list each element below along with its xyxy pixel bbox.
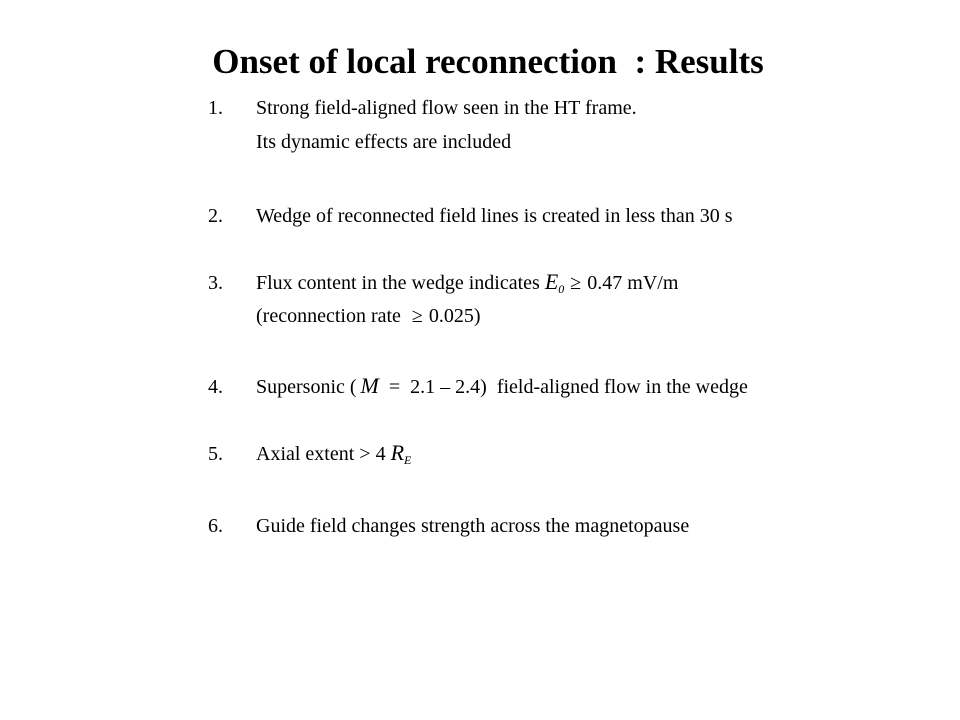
item-text: Strong field-aligned flow seen in the HT frame. — [256, 97, 637, 119]
item-number: 3. — [208, 272, 223, 294]
math-subscript: 0 — [558, 282, 565, 296]
item-text: Guide field changes strength across the magnetopause — [256, 515, 690, 537]
math-relation: ≥ — [411, 305, 423, 327]
item-continuation: Its dynamic effects are included — [256, 131, 512, 153]
math-variable: M — [360, 373, 379, 398]
list-item — [208, 270, 678, 301]
item-number: 2. — [208, 205, 223, 227]
item-text-before: Axial extent > 4 — [256, 443, 391, 465]
continuation-after: 0.025) — [428, 305, 481, 327]
list-item — [208, 374, 748, 399]
math-relation: = — [388, 376, 401, 398]
list-item — [208, 441, 411, 472]
continuation-before: (reconnection rate — [256, 305, 406, 327]
item-text-before: Supersonic ( — [256, 376, 357, 398]
item-text-before: Flux content in the wedge indicates — [256, 272, 545, 294]
slide-title: Onset of local reconnection : Results — [212, 42, 764, 81]
math-subscript: E — [404, 453, 412, 467]
math-variable: R — [390, 440, 405, 465]
item-text: Wedge of reconnected field lines is created in less than 30 s — [256, 205, 733, 227]
math-variable: E — [544, 269, 559, 294]
math-relation: ≥ — [570, 272, 582, 294]
list-item — [208, 204, 733, 228]
list-item — [208, 514, 689, 538]
item-text-after: 2.1 – 2.4) field-aligned flow in the wedge — [410, 376, 748, 398]
item-number: 4. — [208, 376, 223, 398]
item-continuation — [256, 304, 481, 328]
item-number: 6. — [208, 515, 223, 537]
list-item — [208, 96, 637, 120]
item-text-after: 0.47 mV/m — [587, 272, 679, 294]
item-number: 1. — [208, 97, 223, 119]
item-number: 5. — [208, 443, 223, 465]
